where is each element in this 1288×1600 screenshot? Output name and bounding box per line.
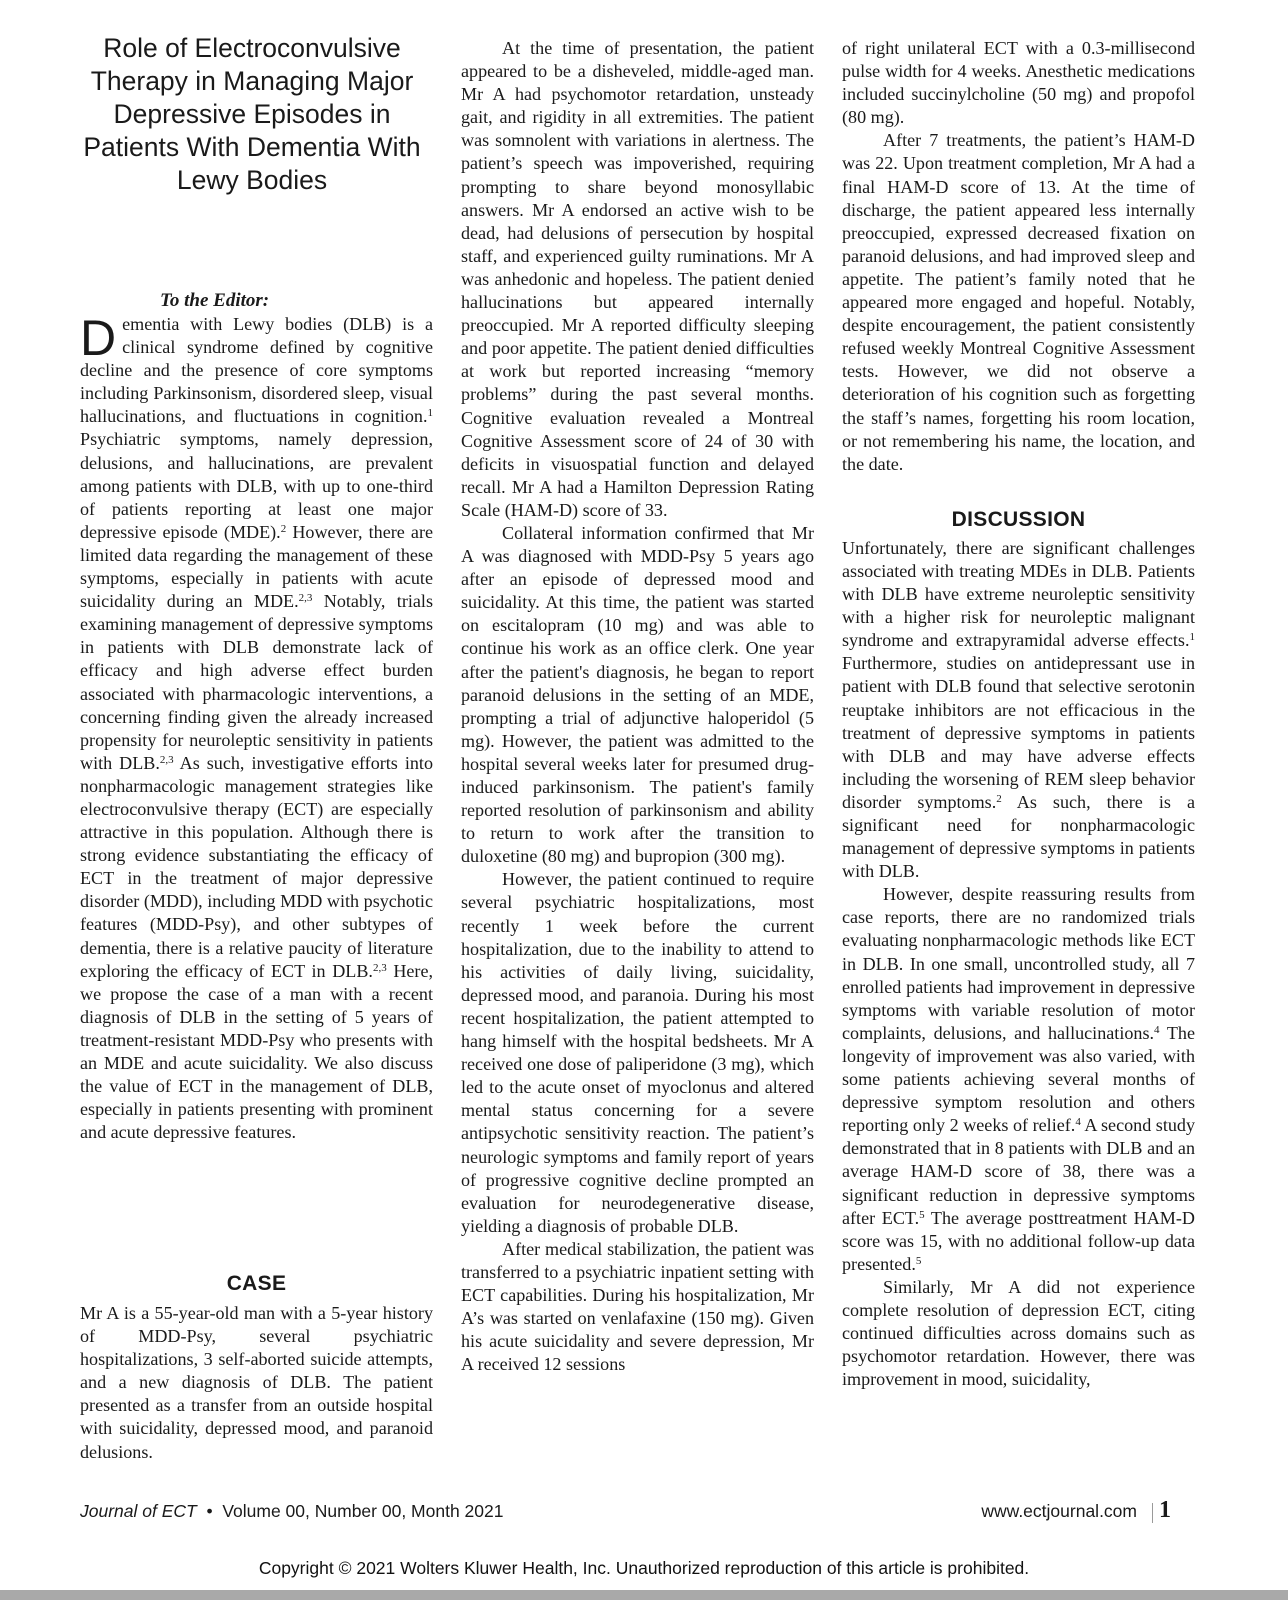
citation: 1 bbox=[1189, 631, 1195, 644]
citation: 4 bbox=[1154, 1023, 1160, 1036]
page-footer bbox=[80, 1497, 1197, 1527]
citation: 2,3 bbox=[372, 961, 387, 974]
paragraph: Unfortunately, there are significant challenges associated with treating MDEs in DLB. Patients with DLB have extreme neuroleptic sensitivity with a higher risk for neuroleptic malignant syndrome and extrapyramidal adverse effects.$^1$ Furthermore, studies on antidepressant use in patient with DLB found that selective serotonin reuptake inhibitors are not efficacious in the treatment of depressive symptoms in patients with DLB and may have adverse effects including the worsening of REM sleep behavior disorder symptoms.$^2$ As such, there is a significant need for nonpharmacologic management of depressive symptoms in patients with DLB. bbox=[842, 537, 1195, 882]
citation: 2,3 bbox=[159, 753, 174, 766]
citation: 1 bbox=[427, 407, 433, 420]
viewer-bottom-bar bbox=[0, 1590, 1288, 1600]
case-heading: CASE bbox=[226, 1272, 287, 1295]
journal-info bbox=[80, 1501, 503, 1522]
citation: 5 bbox=[919, 1208, 925, 1221]
issue-info: Volume 00, Number 00, Month 2021 bbox=[222, 1501, 504, 1521]
paragraph: After 7 treatments, the patient’s HAM-D was 22. Upon treatment completion, Mr A had a final HAM-D score of 13. At the time of discharge, the patient appeared less internally preoccupied, expressed decreased fixation on paranoid delusions, and had improved sleep and appetite. The patient’s family noted that he appeared more engaged and hopeful. Notably, despite encouragement, the patient consistently refused weekly Montreal Cognitive Assessment tests. However, we did not observe a deterioration of his cognition such as forgetting the staff’s names, forgetting his room location, or not remembering his name, the location, and the date. bbox=[842, 130, 1195, 474]
paragraph: Similarly, Mr A did not experience complete resolution of depression ECT, citing continued difficulties across domains such as psychomotor retardation. However, there was improvement in mood, suicidality, bbox=[842, 1276, 1195, 1390]
intro-paragraph: Dementia with Lewy bodies (DLB) is a clinical syndrome defined by cognitive decline and the presence of core symptoms including Parkinsonism, disordered sleep, visual hallucinations, and fluctuations in cognition.$^1$ Psychiatric symptoms, namely depression, delusions, and hallucinations, are prevalent among patients with DLB, with up to one-third of patients reporting at least one major depressive episode (MDE).$^2$ However, there are limited data regarding the management of these symptoms, especially in patients with acute suicidality during an MDE.$^{2,3}$ Notably, trials examining management of depressive symptoms in patients with DLB demonstrate lack of efficacy and high adverse effect burden associated with pharmacologic interventions, a concerning finding given the already increased propensity for neuroleptic sensitivity in patients with DLB.$^{2,3}$ As such, investigative efforts into nonpharmacologic management strategies like electroconvulsive therapy (ECT) are especially attractive in this population. Although there is strong evidence substantiating the efficacy of ECT in the treatment of major depressive disorder (MDD), including MDD with psychotic features (MDD-Psy), and other subtypes of dementia, there is a relative paucity of literature exploring the efficacy of ECT in DLB.$^{2,3}$ Here, we propose the case of a man with a recent diagnosis of DLB in the setting of 5 years of treatment-resistant MDD-Psy who presents with an MDE and acute suicidality. We also discuss the value of ECT in the management of DLB, especially in patients presenting with prominent and acute depressive features. bbox=[80, 310, 434, 1143]
journal-url[interactable]: www.ectjournal.com bbox=[981, 1501, 1137, 1521]
journal-name: Journal of ECT bbox=[80, 1501, 197, 1521]
citation: 4 bbox=[1075, 1116, 1081, 1129]
paragraph: After medical stabilization, the patient was transferred to a psychiatric inpatient setting with ECT capabilities. During his hospitalization, Mr A’s was started on venlafaxine (150 mg). Given his acute suicidality and severe depression, Mr A received 12 sessions bbox=[461, 1238, 814, 1375]
paragraph: However, the patient continued to require several psychiatric hospitalizations, most recently 1 week before the current hospitalization, due to the inability to attend to his activities of daily living, suicidality, depressed mood, and paranoia. During his most recent hospitalization, the patient attempted to hang himself with the hospital bedsheets. Mr A received one dose of paliperidone (3 mg), which led to the acute onset of myoclonus and altered mental status concerning for a severe antipsychotic sensitivity reaction. The patient’s neurologic symptoms and family report of years of progressive cognitive decline prompted an evaluation for neurodegenerative disease, yielding a diagnosis of probable DLB. bbox=[461, 869, 814, 1236]
citation: 2,3 bbox=[298, 592, 313, 605]
citation: 5 bbox=[915, 1254, 922, 1267]
column-2 bbox=[461, 37, 814, 1376]
discussion-heading: DISCUSSION bbox=[951, 507, 1086, 531]
citation: 2 bbox=[996, 792, 1002, 805]
footer-divider bbox=[1152, 1503, 1153, 1523]
case-text bbox=[80, 1302, 433, 1464]
page-number: 1 bbox=[1159, 1497, 1171, 1523]
article-title: Role of Electroconvulsive Therapy in Managing Major Depressive Episodes in Patients With Dementia With Lewy Bodies bbox=[83, 33, 421, 195]
paragraph: At the time of presentation, the patient appeared to be a disheveled, middle-aged man. Mr A had psychomotor retardation, unsteady gait, and rigidity in all extremities. The patient was somnolent with variations in alertness. The patient’s speech was impoverished, requiring prompting to share beyond monosyllabic answers. Mr A endorsed an active wish to be dead, had delusions of persecution by hospital staff, and experienced guilty ruminations. Mr A was anhedonic and hopeless. The patient denied hallucinations but appeared internally preoccupied. Mr A reported difficulty sleeping and poor appetite. The patient denied difficulties at work but reported increasing “memory problems” during the past several months. Cognitive evaluation revealed a Montreal Cognitive Assessment score of 24 of 30 with deficits in visuospatial function and delayed recall. Mr A had a Hamilton Depression Rating Scale (HAM-D) score of 33. bbox=[461, 38, 814, 520]
column-3 bbox=[842, 37, 1195, 1391]
case-paragraph: Mr A is a 55-year-old man with a 5-year history of MDD-Psy, several psychiatric hospitalizations, 3 self-aborted suicide attempts, and a new diagnosis of DLB. The patient presented as a transfer from an outside hospital with suicidality, depressed mood, and paranoid delusions. bbox=[80, 1303, 433, 1462]
paragraph: of right unilateral ECT with a 0.3-millisecond pulse width for 4 weeks. Anesthetic medications included succinylcholine (50 mg) and propofol (80 mg). bbox=[842, 38, 1195, 128]
copyright-notice: Copyright © 2021 Wolters Kluwer Health, Inc. Unauthorized reproduction of this article is prohibited. bbox=[258, 1558, 1030, 1578]
bullet: • bbox=[206, 1501, 213, 1521]
citation: 2 bbox=[280, 522, 287, 535]
salutation: To the Editor: bbox=[160, 290, 270, 311]
paragraph: However, despite reassuring results from case reports, there are no randomized trials evaluating nonpharmacologic methods like ECT in DLB. In one small, uncontrolled study, all 7 enrolled patients had improvement in depressive symptoms with variable resolution of motor complaints, delusions, and hallucinations.$^4$ The longevity of improvement was also varied, with some patients achieving several months of depressive symptom resolution and others reporting only 2 weeks of relief.$^4$ A second study demonstrated that in 8 patients with DLB and an average HAM-D score of 38, there was a significant reduction in depressive symptoms after ECT.$^5$ The average posttreatment HAM-D score was 15, with no additional follow-up data presented.$^5$ bbox=[842, 884, 1196, 1274]
paragraph: Collateral information confirmed that Mr A was diagnosed with MDD-Psy 5 years ago after an episode of depressed mood and suicidality. At this time, the patient was started on escitalopram (10 mg) and was able to continue his work as an office clerk. One year after the patient's diagnosis, he began to report paranoid delusions in the setting of an MDE, prompting a trial of adjunctive haloperidol (5 mg). However, the patient was admitted to the hospital several weeks later for presumed drug-induced parkinsonism. The patient's family reported resolution of parkinsonism and ability to return to work after the transition to duloxetine (80 mg) and bupropion (300 mg). bbox=[461, 522, 814, 867]
intro-text bbox=[80, 310, 434, 1144]
drop-cap: D bbox=[80, 310, 117, 366]
